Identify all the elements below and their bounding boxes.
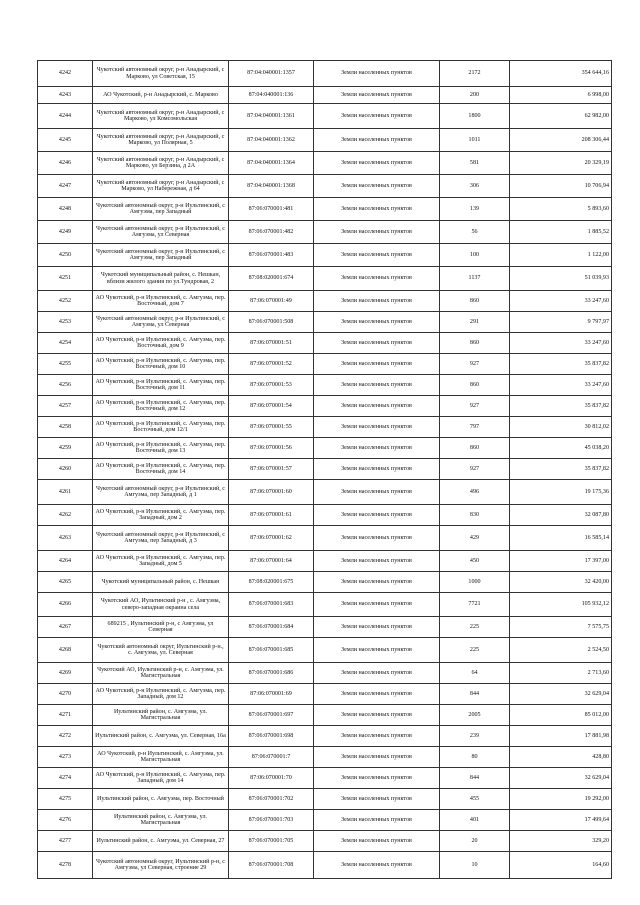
table-row — [38, 852, 612, 879]
row-number: 4276 — [38, 810, 93, 831]
row-number: 4249 — [38, 221, 93, 244]
cadastral-number-cell: 87:08:020001:675 — [229, 572, 314, 593]
land-category-cell: Земли населенных пунктов — [314, 459, 440, 480]
cadastral-value-cell: 19 292,00 — [510, 789, 612, 810]
cadastral-number-cell: 87:06:070001:684 — [229, 617, 314, 638]
row-number: 4255 — [38, 354, 93, 375]
table-row — [38, 747, 612, 768]
table-row — [38, 810, 612, 831]
area-cell: 860 — [440, 291, 510, 312]
address-cell: АО Чукотский, р-н Иультинский, с. Амгуэма, пер. Западный, дом 5 — [93, 551, 229, 572]
area-cell: 10 — [440, 852, 510, 879]
address-cell: Чукотский муниципальный район, с. Нешкан — [93, 572, 229, 593]
address-cell: Чукотский автономный округ, р-н Иультинский, с Амгуэма, пер Западный — [93, 198, 229, 221]
table-row — [38, 354, 612, 375]
area-cell: 927 — [440, 354, 510, 375]
address-cell: Чукотский автономный округ, Иультинский р-н, с Амгуэма, ул Северная, строение 29 — [93, 852, 229, 879]
area-cell: 56 — [440, 221, 510, 244]
cadastral-number-cell: 87:06:070001:56 — [229, 438, 314, 459]
cadastral-number-cell: 87:06:070001:61 — [229, 505, 314, 526]
cadastral-number-cell: 87:04:040001:1361 — [229, 104, 314, 129]
address-cell: АО Чукотский, р-н Иультинский, с. Амгуэма, пер. Западный, дом 14 — [93, 768, 229, 789]
table-row — [38, 396, 612, 417]
table-row — [38, 505, 612, 526]
row-number: 4265 — [38, 572, 93, 593]
table-row — [38, 768, 612, 789]
land-category-cell: Земли населенных пунктов — [314, 831, 440, 852]
area-cell: 20 — [440, 831, 510, 852]
cadastral-number-cell: 87:06:070001:52 — [229, 354, 314, 375]
address-cell: Чукотский муниципальный район, с. Нешкан, вблизи жилого здания по ул.Тундровая, 2 — [93, 267, 229, 291]
area-cell: 927 — [440, 459, 510, 480]
address-cell: АО Чукотский, р-н Иультинский, с. Амгуэма, пер. Восточный, дом 12 — [93, 396, 229, 417]
cadastral-value-cell: 45 038,20 — [510, 438, 612, 459]
cadastral-value-cell: 329,20 — [510, 831, 612, 852]
row-number: 4277 — [38, 831, 93, 852]
table-row — [38, 333, 612, 354]
row-number: 4243 — [38, 87, 93, 104]
address-cell: АО Чукотский, р-н Иультинский, с. Амгуэма, ул. Магистральная — [93, 747, 229, 768]
cadastral-value-cell: 7 575,75 — [510, 617, 612, 638]
area-cell: 1011 — [440, 129, 510, 152]
address-cell: Чукотский АО, Иультинский р-н, с. Амгуэма, ул. Магистральная — [93, 663, 229, 684]
table-row — [38, 551, 612, 572]
cadastral-number-cell: 87:06:070001:64 — [229, 551, 314, 572]
area-cell: 2172 — [440, 61, 510, 87]
land-category-cell: Земли населенных пунктов — [314, 312, 440, 333]
land-category-cell: Земли населенных пунктов — [314, 267, 440, 291]
land-category-cell: Земли населенных пунктов — [314, 572, 440, 593]
address-cell: Чукотский автономный округ, р-н Иультинский, с Амгуэма, пер Западный, д 1 — [93, 480, 229, 505]
area-cell: 7721 — [440, 593, 510, 617]
area-cell: 429 — [440, 526, 510, 551]
row-number: 4244 — [38, 104, 93, 129]
address-cell: АО Чукотский, р-н Иультинский, с. Амгуэма, пер. Восточный, дом 12/1 — [93, 417, 229, 438]
area-cell: 239 — [440, 726, 510, 747]
area-cell: 455 — [440, 789, 510, 810]
area-cell: 401 — [440, 810, 510, 831]
cadastral-value-cell: 32 629,04 — [510, 768, 612, 789]
land-category-cell: Земли населенных пунктов — [314, 87, 440, 104]
table-row — [38, 459, 612, 480]
cadastral-value-cell: 1 885,52 — [510, 221, 612, 244]
address-cell: Чукотский автономный округ, р-н Иультинский, с Амгуэма, ул Северная — [93, 312, 229, 333]
cadastral-number-cell: 87:04:040001:1368 — [229, 175, 314, 198]
table-row — [38, 572, 612, 593]
cadastral-value-cell: 17 499,64 — [510, 810, 612, 831]
cadastral-value-cell: 33 247,60 — [510, 291, 612, 312]
cadastral-value-cell: 85 012,00 — [510, 705, 612, 726]
cadastral-value-cell: 9 797,97 — [510, 312, 612, 333]
land-category-cell: Земли населенных пунктов — [314, 768, 440, 789]
land-category-cell: Земли населенных пунктов — [314, 617, 440, 638]
area-cell: 139 — [440, 198, 510, 221]
cadastral-number-cell: 87:06:070001:482 — [229, 221, 314, 244]
cadastral-value-cell: 354 644,16 — [510, 61, 612, 87]
row-number: 4248 — [38, 198, 93, 221]
land-category-cell: Земли населенных пунктов — [314, 129, 440, 152]
row-number: 4260 — [38, 459, 93, 480]
cadastral-value-cell: 17 881,98 — [510, 726, 612, 747]
table-row — [38, 198, 612, 221]
address-cell: АО Чукотский, р-н Иультинский, с. Амгуэма, пер. Восточный, дом 11 — [93, 375, 229, 396]
cadastral-number-cell: 87:06:070001:51 — [229, 333, 314, 354]
cadastral-number-cell: 87:06:070001:508 — [229, 312, 314, 333]
area-cell: 200 — [440, 87, 510, 104]
area-cell: 1800 — [440, 104, 510, 129]
land-category-cell: Земли населенных пунктов — [314, 789, 440, 810]
table-row — [38, 152, 612, 175]
cadastral-value-cell: 35 837,82 — [510, 396, 612, 417]
row-number: 4273 — [38, 747, 93, 768]
cadastral-number-cell: 87:04:040001:1364 — [229, 152, 314, 175]
land-category-cell: Земли населенных пунктов — [314, 705, 440, 726]
row-number: 4274 — [38, 768, 93, 789]
cadastral-value-cell: 62 982,00 — [510, 104, 612, 129]
row-number: 4262 — [38, 505, 93, 526]
table-row — [38, 638, 612, 663]
table-row — [38, 438, 612, 459]
area-cell: 860 — [440, 375, 510, 396]
row-number: 4251 — [38, 267, 93, 291]
cadastral-number-cell: 87:06:070001:60 — [229, 480, 314, 505]
table-row — [38, 789, 612, 810]
area-cell: 450 — [440, 551, 510, 572]
row-number: 4252 — [38, 291, 93, 312]
address-cell: Иультинский район, с. Амгуэма, ул. Магистральная — [93, 810, 229, 831]
cadastral-number-cell: 87:06:070001:55 — [229, 417, 314, 438]
area-cell: 2005 — [440, 705, 510, 726]
cadastral-number-cell: 87:06:070001:708 — [229, 852, 314, 879]
table-row — [38, 244, 612, 267]
land-category-cell: Земли населенных пунктов — [314, 505, 440, 526]
row-number: 4242 — [38, 61, 93, 87]
cadastral-number-cell: 87:06:070001:49 — [229, 291, 314, 312]
row-number: 4245 — [38, 129, 93, 152]
cadastral-number-cell: 87:06:070001:54 — [229, 396, 314, 417]
address-cell: Чукотский автономный округ, р-н Иультинский, с Амгуэма, пер Западный, д 3 — [93, 526, 229, 551]
cadastral-value-cell: 20 329,19 — [510, 152, 612, 175]
row-number: 4247 — [38, 175, 93, 198]
address-cell: АО Чукотский, р-н Анадырский, с. Марково — [93, 87, 229, 104]
land-registry-table — [37, 60, 612, 879]
row-number: 4246 — [38, 152, 93, 175]
table-row — [38, 375, 612, 396]
address-cell: Чукотский автономный округ, р-н Иультинский, с Амгуэма, ул Северная — [93, 221, 229, 244]
address-cell: Иультинский район, с. Амгуэма, ул. Магистральная — [93, 705, 229, 726]
table-row — [38, 104, 612, 129]
row-number: 4259 — [38, 438, 93, 459]
area-cell: 100 — [440, 244, 510, 267]
cadastral-number-cell: 87:06:070001:69 — [229, 684, 314, 705]
table-body — [38, 61, 612, 879]
address-cell: АО Чукотский, р-н Иультинский, с. Амгуэма, пер. Восточный, дом 7 — [93, 291, 229, 312]
land-category-cell: Земли населенных пунктов — [314, 638, 440, 663]
table-row — [38, 617, 612, 638]
cadastral-value-cell: 30 812,02 — [510, 417, 612, 438]
cadastral-value-cell: 428,80 — [510, 747, 612, 768]
address-cell: Иультинский район, с. Амгуэма, ул. Северная, 27 — [93, 831, 229, 852]
table-row — [38, 593, 612, 617]
row-number: 4254 — [38, 333, 93, 354]
cadastral-value-cell: 33 247,60 — [510, 333, 612, 354]
address-cell: АО Чукотский, р-н Иультинский, с. Амгуэма, пер. Западный, дом 2 — [93, 505, 229, 526]
land-category-cell: Земли населенных пунктов — [314, 61, 440, 87]
land-category-cell: Земли населенных пунктов — [314, 684, 440, 705]
land-category-cell: Земли населенных пунктов — [314, 593, 440, 617]
land-category-cell: Земли населенных пунктов — [314, 198, 440, 221]
table-row — [38, 267, 612, 291]
area-cell: 860 — [440, 438, 510, 459]
land-category-cell: Земли населенных пунктов — [314, 480, 440, 505]
land-category-cell: Земли населенных пунктов — [314, 333, 440, 354]
address-cell: АО Чукотский, р-н Иультинский, с. Амгуэма, пер. Восточный, дом 9 — [93, 333, 229, 354]
cadastral-number-cell: 87:06:070001:702 — [229, 789, 314, 810]
row-number: 4278 — [38, 852, 93, 879]
cadastral-value-cell: 2 524,50 — [510, 638, 612, 663]
land-category-cell: Земли населенных пунктов — [314, 810, 440, 831]
address-cell: Чукотский автономный округ, Иультинский р-н., с. Амгуэма, ул. Северная — [93, 638, 229, 663]
land-category-cell: Земли населенных пунктов — [314, 375, 440, 396]
table-row — [38, 480, 612, 505]
address-cell: Чукотский автономный округ, р-н Анадырский, с Марково, ул Советская, 15 — [93, 61, 229, 87]
row-number: 4263 — [38, 526, 93, 551]
row-number: 4275 — [38, 789, 93, 810]
row-number: 4271 — [38, 705, 93, 726]
table-row — [38, 291, 612, 312]
cadastral-number-cell: 87:04:040001:1362 — [229, 129, 314, 152]
cadastral-number-cell: 87:06:070001:685 — [229, 638, 314, 663]
area-cell: 844 — [440, 768, 510, 789]
cadastral-number-cell: 87:06:070001:483 — [229, 244, 314, 267]
cadastral-number-cell: 87:06:070001:57 — [229, 459, 314, 480]
address-cell: Чукотский АО, Иультинский р-н , с. Амгуэма, северо-западная окраина села — [93, 593, 229, 617]
address-cell: Иультинский район, с. Амгуэма, ул. Северная, 16а — [93, 726, 229, 747]
area-cell: 1000 — [440, 572, 510, 593]
row-number: 4269 — [38, 663, 93, 684]
address-cell: Чукотский автономный округ, р-н Иультинский, с Амгуэма, пер Западный — [93, 244, 229, 267]
area-cell: 581 — [440, 152, 510, 175]
cadastral-number-cell: 87:06:070001:705 — [229, 831, 314, 852]
table-row — [38, 61, 612, 87]
area-cell: 1137 — [440, 267, 510, 291]
land-category-cell: Земли населенных пунктов — [314, 852, 440, 879]
cadastral-value-cell: 19 175,36 — [510, 480, 612, 505]
cadastral-value-cell: 17 397,00 — [510, 551, 612, 572]
area-cell: 306 — [440, 175, 510, 198]
cadastral-value-cell: 35 837,82 — [510, 354, 612, 375]
land-category-cell: Земли населенных пунктов — [314, 291, 440, 312]
area-cell: 797 — [440, 417, 510, 438]
land-category-cell: Земли населенных пунктов — [314, 244, 440, 267]
area-cell: 225 — [440, 617, 510, 638]
table-row — [38, 417, 612, 438]
row-number: 4250 — [38, 244, 93, 267]
area-cell: 64 — [440, 663, 510, 684]
cadastral-value-cell: 5 893,60 — [510, 198, 612, 221]
cadastral-number-cell: 87:06:070001:7 — [229, 747, 314, 768]
land-category-cell: Земли населенных пунктов — [314, 438, 440, 459]
cadastral-number-cell: 87:06:070001:686 — [229, 663, 314, 684]
cadastral-number-cell: 87:04:040001:1357 — [229, 61, 314, 87]
cadastral-number-cell: 87:04:040001:136 — [229, 87, 314, 104]
land-category-cell: Земли населенных пунктов — [314, 663, 440, 684]
address-cell: АО Чукотский, р-н Иультинский, с. Амгуэма, пер. Восточный, дом 14 — [93, 459, 229, 480]
cadastral-value-cell: 16 585,14 — [510, 526, 612, 551]
cadastral-value-cell: 32 629,04 — [510, 684, 612, 705]
cadastral-number-cell: 87:06:070001:53 — [229, 375, 314, 396]
cadastral-number-cell: 87:06:070001:697 — [229, 705, 314, 726]
row-number: 4272 — [38, 726, 93, 747]
address-cell: Чукотский автономный округ, р-н Анадырский, с Марково, ул Комсомольская — [93, 104, 229, 129]
cadastral-value-cell: 51 039,93 — [510, 267, 612, 291]
cadastral-value-cell: 6 998,00 — [510, 87, 612, 104]
address-cell: Чукотский автономный округ, р-н Анадырский, с Марково, ул Полярная, 5 — [93, 129, 229, 152]
land-category-cell: Земли населенных пунктов — [314, 396, 440, 417]
area-cell: 291 — [440, 312, 510, 333]
area-cell: 496 — [440, 480, 510, 505]
table-row — [38, 684, 612, 705]
area-cell: 860 — [440, 333, 510, 354]
table-row — [38, 129, 612, 152]
row-number: 4266 — [38, 593, 93, 617]
cadastral-value-cell: 2 713,60 — [510, 663, 612, 684]
row-number: 4261 — [38, 480, 93, 505]
row-number: 4267 — [38, 617, 93, 638]
cadastral-value-cell: 35 837,82 — [510, 459, 612, 480]
land-category-cell: Земли населенных пунктов — [314, 747, 440, 768]
area-cell: 225 — [440, 638, 510, 663]
row-number: 4270 — [38, 684, 93, 705]
address-cell: Чукотский автономный округ, р-н Анадырский, с Марково, ул Берзина, д 2А — [93, 152, 229, 175]
area-cell: 80 — [440, 747, 510, 768]
cadastral-value-cell: 105 932,12 — [510, 593, 612, 617]
cadastral-number-cell: 87:06:070001:703 — [229, 810, 314, 831]
cadastral-value-cell: 32 087,80 — [510, 505, 612, 526]
cadastral-value-cell: 208 306,44 — [510, 129, 612, 152]
table-row — [38, 663, 612, 684]
land-category-cell: Земли населенных пунктов — [314, 175, 440, 198]
cadastral-number-cell: 87:06:070001:481 — [229, 198, 314, 221]
cadastral-number-cell: 87:08:020001:674 — [229, 267, 314, 291]
cadastral-value-cell: 164,60 — [510, 852, 612, 879]
cadastral-number-cell: 87:06:070001:70 — [229, 768, 314, 789]
cadastral-value-cell: 33 247,60 — [510, 375, 612, 396]
land-category-cell: Земли населенных пунктов — [314, 417, 440, 438]
row-number: 4258 — [38, 417, 93, 438]
address-cell: АО Чукотский, р-н Иультинский, с. Амгуэма, пер. Восточный, дом 10 — [93, 354, 229, 375]
table-row — [38, 87, 612, 104]
address-cell: 689215 , Иультинский р-н, с Амгуэма, ул Северная — [93, 617, 229, 638]
land-category-cell: Земли населенных пунктов — [314, 221, 440, 244]
table-row — [38, 705, 612, 726]
cadastral-number-cell: 87:06:070001:698 — [229, 726, 314, 747]
address-cell: Иультинский район, с. Амгуэма, пер. Восточный — [93, 789, 229, 810]
address-cell: АО Чукотский, р-н Иультинский, с. Амгуэма, пер. Восточный, дом 13 — [93, 438, 229, 459]
table-row — [38, 831, 612, 852]
row-number: 4253 — [38, 312, 93, 333]
area-cell: 830 — [440, 505, 510, 526]
land-category-cell: Земли населенных пунктов — [314, 152, 440, 175]
row-number: 4268 — [38, 638, 93, 663]
row-number: 4264 — [38, 551, 93, 572]
cadastral-number-cell: 87:06:070001:683 — [229, 593, 314, 617]
table-row — [38, 726, 612, 747]
address-cell: Чукотский автономный округ, р-н Анадырский, с Марково, ул Набережная, д 64 — [93, 175, 229, 198]
area-cell: 844 — [440, 684, 510, 705]
cadastral-value-cell: 32 420,00 — [510, 572, 612, 593]
cadastral-number-cell: 87:06:070001:62 — [229, 526, 314, 551]
row-number: 4256 — [38, 375, 93, 396]
land-category-cell: Земли населенных пунктов — [314, 551, 440, 572]
area-cell: 927 — [440, 396, 510, 417]
land-category-cell: Земли населенных пунктов — [314, 526, 440, 551]
land-category-cell: Земли населенных пунктов — [314, 726, 440, 747]
table-row — [38, 221, 612, 244]
cadastral-value-cell: 1 122,00 — [510, 244, 612, 267]
cadastral-value-cell: 10 706,94 — [510, 175, 612, 198]
land-category-cell: Земли населенных пунктов — [314, 354, 440, 375]
table-row — [38, 312, 612, 333]
address-cell: АО Чукотский, р-н Иультинский, с. Амгуэма, пер. Западный, дом 12 — [93, 684, 229, 705]
land-category-cell: Земли населенных пунктов — [314, 104, 440, 129]
table-row — [38, 175, 612, 198]
row-number: 4257 — [38, 396, 93, 417]
table-row — [38, 526, 612, 551]
